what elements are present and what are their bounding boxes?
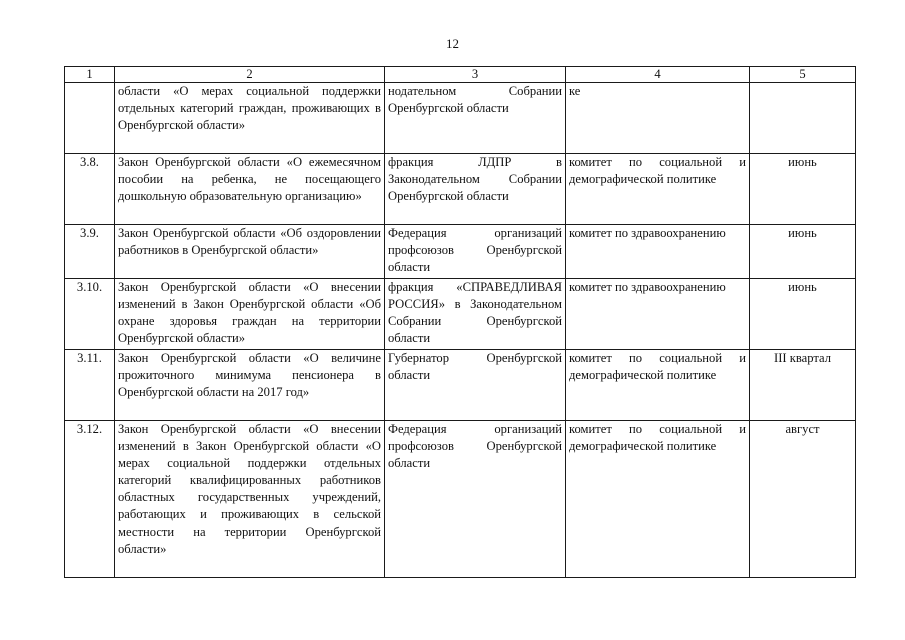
initiator: Федерация организаций профсоюзов Оренбургской области [385,421,566,578]
table-row [65,83,856,154]
page-number: 12 [446,36,459,51]
term: август [750,421,856,578]
law-title: Закон Оренбургской области «О ежемесячном пособии на ребенка, не посещающего дошкольную образовательную организацию» [115,154,385,225]
row-number: 3.9. [65,225,115,279]
table-row [65,225,856,279]
table-row [65,279,856,350]
row-number: 3.10. [65,279,115,350]
column-number: 5 [750,67,856,83]
initiator: фракция «СПРАВЕДЛИВАЯ РОССИЯ» в Законодательном Собрании Оренбургской области [385,279,566,350]
responsible-committee: комитет по здравоохранению [566,225,750,279]
law-title: Закон Оренбургской области «Об оздоровлении работников в Оренбургской области» [115,225,385,279]
law-title: области «О мерах социальной поддержки отдельных категорий граждан, проживающих в Оренбургской области» [115,83,385,154]
row-number [65,83,115,154]
initiator: Губернатор Оренбургской области [385,350,566,421]
term: июнь [750,154,856,225]
column-number: 1 [65,67,115,83]
table-row [65,350,856,421]
term: III квартал [750,350,856,421]
row-number: 3.8. [65,154,115,225]
column-number: 3 [385,67,566,83]
term: июнь [750,279,856,350]
law-title: Закон Оренбургской области «О внесении изменений в Закон Оренбургской области «Об охране здоровья граждан на территории Оренбургской области» [115,279,385,350]
law-title: Закон Оренбургской области «О величине прожиточного минимума пенсионера в Оренбургской области на 2017 год» [115,350,385,421]
row-number: 3.12. [65,421,115,578]
column-number-row [65,67,856,83]
term [750,83,856,154]
initiator: Федерация организаций профсоюзов Оренбургской области [385,225,566,279]
responsible-committee: комитет по социальной и демографической политике [566,421,750,578]
row-number: 3.11. [65,350,115,421]
responsible-committee: комитет по социальной и демографической политике [566,350,750,421]
responsible-committee: комитет по здравоохранению [566,279,750,350]
column-number: 2 [115,67,385,83]
table-row [65,421,856,578]
initiator: нодательном Собрании Оренбургской области [385,83,566,154]
term: июнь [750,225,856,279]
column-number: 4 [566,67,750,83]
responsible-committee: комитет по социальной и демографической политике [566,154,750,225]
law-title: Закон Оренбургской области «О внесении изменений в Закон Оренбургской области «О мерах социальной поддержки отдельных категорий квалифицированных работников областных государственных учреждений, работающих и проживающих в сельской местности на территории Оренбургской области» [115,421,385,578]
legislative-plan-table [64,66,856,578]
initiator: фракция ЛДПР в Законодательном Собрании Оренбургской области [385,154,566,225]
table-row [65,154,856,225]
responsible-committee: ке [566,83,750,154]
